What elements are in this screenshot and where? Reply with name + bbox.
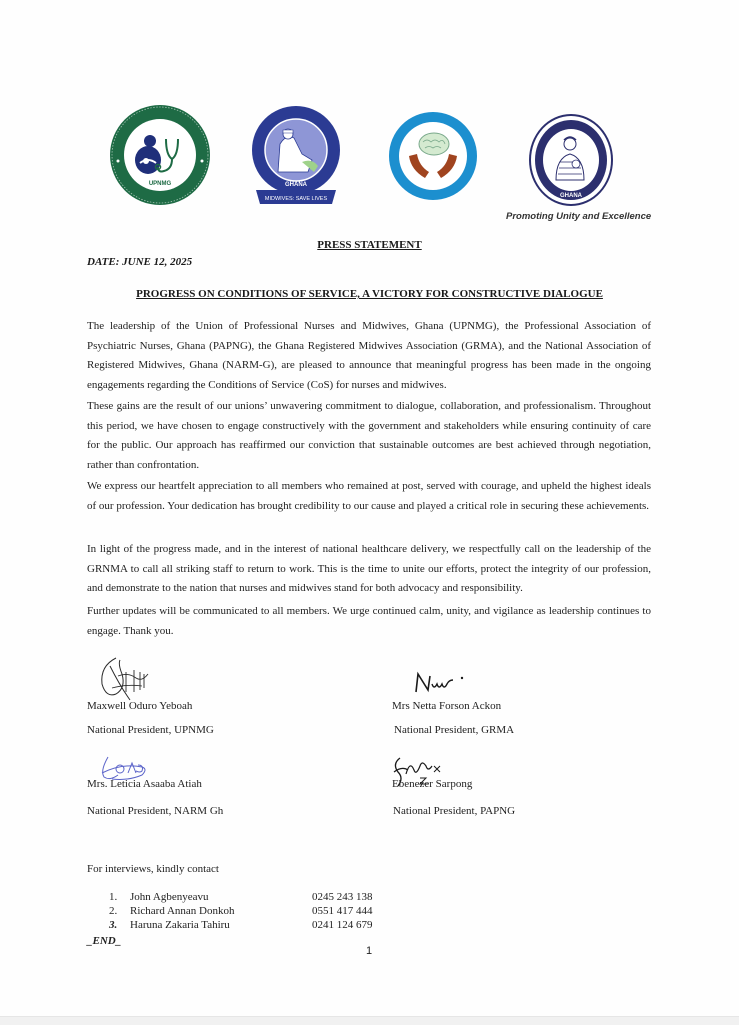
document-type-heading: PRESS STATEMENT bbox=[317, 239, 422, 251]
grma-logo bbox=[526, 112, 616, 208]
signatory-3-name: Mrs. Leticia Asaaba Atiah bbox=[87, 778, 202, 790]
svg-text:MIDWIVES: SAVE LIVES: MIDWIVES: SAVE LIVES bbox=[264, 196, 328, 202]
signature-netta-icon bbox=[412, 670, 472, 700]
papng-logo bbox=[385, 110, 481, 202]
contact-phone: 0245 243 138 bbox=[312, 891, 373, 903]
svg-text:UPNMG: UPNMG bbox=[148, 181, 172, 187]
svg-text:GHANA: GHANA bbox=[560, 193, 582, 199]
signature-leticia-icon bbox=[98, 753, 152, 781]
paragraph-5: Further updates will be communicated to all members. We urge continued calm, unity, and vigilance as leadership continues to engage. Thank you. bbox=[87, 605, 651, 637]
contact-name: Richard Annan Donkoh bbox=[130, 905, 235, 917]
date-line: DATE: JUNE 12, 2025 bbox=[87, 256, 193, 268]
upnmg-emblem-icon bbox=[108, 103, 212, 207]
upnmg-logo bbox=[108, 103, 212, 207]
paragraph-1: The leadership of the Union of Professional Nurses and Midwives, Ghana (UPNMG), the Professional Association of Psychiatric Nurses, Ghana (PAPNG), the Ghana Registered Midwives Association (GRMA), and the National Association of Registered Midwives, Ghana (NARM-G), are pleased to announce that meaningful progress has been made in the ongoing engagements regarding the Conditions of Service (CoS) for nurses and midwives. bbox=[87, 320, 651, 391]
papng-emblem-icon bbox=[385, 110, 481, 202]
contact-phone: 0241 124 679 bbox=[312, 919, 373, 931]
signature-maxwell-icon bbox=[94, 654, 158, 704]
svg-text:GHANA: GHANA bbox=[285, 182, 307, 188]
contact-intro: For interviews, kindly contact bbox=[87, 863, 219, 875]
signatory-1-name: Maxwell Oduro Yeboah bbox=[87, 700, 193, 712]
contact-row bbox=[0, 891, 739, 906]
contact-name: Haruna Zakaria Tahiru bbox=[130, 919, 230, 931]
paragraph-4: In light of the progress made, and in the interest of national healthcare delivery, we respectfully call on the leadership of the GRNMA to call all striking staff to return to work. This is the time to unite our efforts, protect the integrity of our profession, and demonstrate to the nation that nurses and midwives stand for both advocacy and responsibility. bbox=[87, 543, 651, 594]
narm-g-emblem-icon bbox=[248, 104, 344, 208]
contact-number: 1. bbox=[109, 891, 118, 903]
paragraph-2: These gains are the result of our unions’ unwavering commitment to dialogue, collaboration, and professionalism. Throughout this period, we have chosen to engage constructively with the government and stakeholders while ensuring continuity of care for the public. Our approach has reaffirmed our conviction that sustainable outcomes are best achieved through negotiation, rather than confrontation. bbox=[87, 400, 651, 471]
contact-row bbox=[0, 919, 739, 934]
contact-phone: 0551 417 444 bbox=[312, 905, 373, 917]
signatory-4-name: Ebenezer Sarpong bbox=[392, 778, 473, 790]
end-marker: _END_ bbox=[87, 935, 122, 947]
narm-g-logo bbox=[248, 104, 344, 208]
page-number: 1 bbox=[366, 945, 373, 957]
contact-name: John Agbenyeavu bbox=[130, 891, 209, 903]
contact-number: 2. bbox=[109, 905, 118, 917]
headline: PROGRESS ON CONDITIONS OF SERVICE, A VICTORY FOR CONSTRUCTIVE DIALOGUE bbox=[136, 288, 603, 300]
grma-tagline: Promoting Unity and Excellence bbox=[506, 211, 652, 222]
signatory-1-title: National President, UPNMG bbox=[87, 724, 214, 736]
paragraph-3: We express our heartfelt appreciation to all members who remained at post, served with courage, and upheld the highest ideals of our profession. Your dedication has brought credibility to our cause and played a critical role in securing these achievements. bbox=[87, 480, 651, 512]
signatory-2-name: Mrs Netta Forson Ackon bbox=[392, 700, 502, 712]
signatory-4-title: National President, PAPNG bbox=[393, 805, 516, 817]
grma-emblem-icon bbox=[526, 112, 616, 208]
signatory-3-title: National President, NARM Gh bbox=[87, 805, 224, 817]
contact-row bbox=[0, 905, 739, 920]
signatory-2-title: National President, GRMA bbox=[394, 724, 515, 736]
contact-number: 3. bbox=[109, 919, 118, 931]
